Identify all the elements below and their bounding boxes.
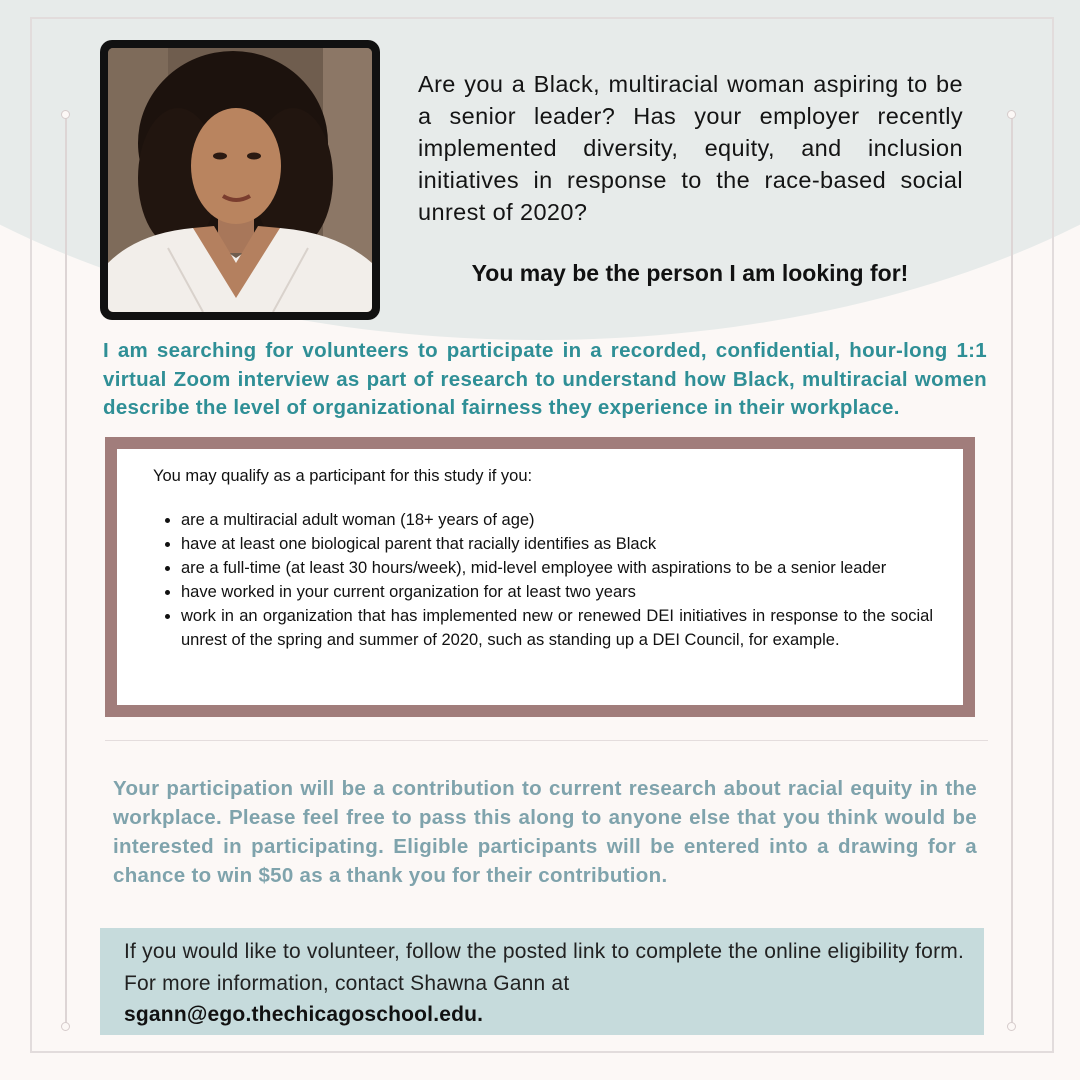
decorative-dot: [61, 1022, 70, 1031]
portrait-photo: [108, 48, 372, 312]
decorative-dot: [1007, 110, 1016, 119]
looking-for-heading: You may be the person I am looking for!: [471, 260, 909, 286]
portrait-photo-frame: [100, 40, 380, 320]
criteria-item: • have at least one biological parent that racially identifies as Black: [181, 532, 939, 556]
criteria-list: [141, 508, 939, 652]
intro-question: Are you a Black, multiracial woman aspiring to be a senior leader? Has your employer recently implemented diversity, equity, and inclusion initiatives in response to the race-based social unrest of 2020?: [418, 71, 963, 225]
contact-box: [100, 928, 984, 1035]
criteria-inner: [117, 449, 963, 705]
contact-email[interactable]: sgann@ego.thechicagoschool.edu.: [124, 1003, 484, 1026]
criteria-item: • work in an organization that has implemented new or renewed DEI initiatives in response to the social unrest of the spring and summer of 2020, such as standing up a DEI Council, for example.: [181, 604, 939, 652]
contribution-paragraph: Your participation will be a contribution to current research about racial equity in the workplace. Please feel free to pass this along to anyone else that you think would be interested in participating. Eligible participants will be entered into a drawing for a chance to win $50 as a thank you for their contribution.: [113, 777, 977, 887]
right-decorative-line: [1011, 118, 1013, 1026]
section-divider: [105, 740, 988, 741]
contact-text: If you would like to volunteer, follow the posted link to complete the online eligibility form. For more information, contact Shawna Gann at: [124, 940, 964, 995]
search-paragraph: I am searching for volunteers to participate in a recorded, confidential, hour-long 1:1 virtual Zoom interview as part of research to understand how Black, multiracial women describe the level of organizational fairness they experience in their workplace.: [103, 339, 987, 419]
criteria-item: • are a multiracial adult woman (18+ years of age): [181, 508, 939, 532]
criteria-item: • have worked in your current organization for at least two years: [181, 580, 939, 604]
left-decorative-line: [65, 118, 67, 1026]
criteria-intro: You may qualify as a participant for this study if you:: [153, 467, 533, 485]
criteria-item: • are a full-time (at least 30 hours/week), mid-level employee with aspirations to be a senior leader: [181, 556, 939, 580]
decorative-dot: [61, 110, 70, 119]
decorative-dot: [1007, 1022, 1016, 1031]
criteria-box: [105, 437, 975, 717]
portrait-illustration: [108, 48, 372, 312]
